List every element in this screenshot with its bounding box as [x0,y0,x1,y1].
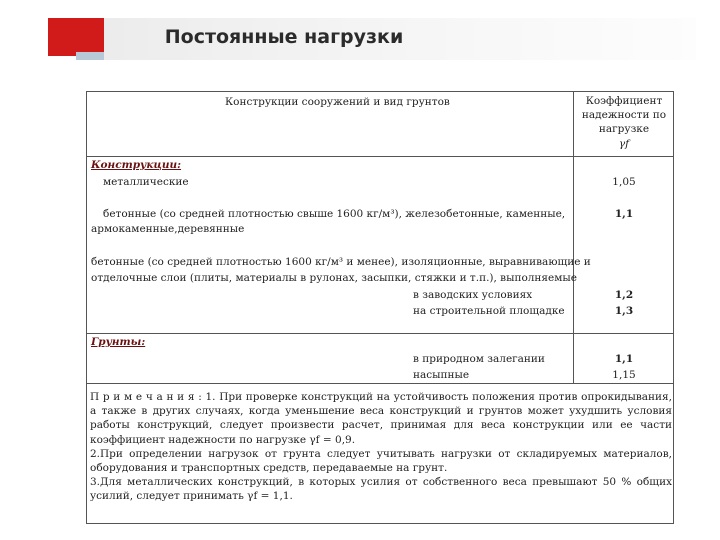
row-soil-natural-value: 1,1 [614,353,634,365]
row-concrete-value: 1,1 [614,208,634,220]
row-light-label-2: отделочные слои (плиты, материалы в рулонах, засыпки, стяжки и т.п.), выполняемые [91,272,578,284]
row-light-factory-label: в заводских условиях [413,289,533,301]
section-soils: Грунты: [91,336,146,348]
row-metal-label: металлические [103,176,189,188]
coefficient-symbol: γf [618,137,630,150]
page-title: Постоянные нагрузки [164,26,404,48]
row-light-site-label: на строительной площадке [413,305,565,317]
note-1: П р и м е ч а н и я : 1. При проверке конструкций на устойчивость положения против опрокидывания, а также в других случаях, когда уменьшение веса конструкций и грунтов может ухудшить условия работы конструкций, следует произвести расчет, принимая для веса конструкции или ее части коэффициент надежности по нагрузке γf = 0,9. [90,391,672,446]
row-soil-fill-label: насыпные [413,369,470,381]
row-soil-fill-value: 1,15 [612,369,636,381]
column-divider [573,92,574,383]
loads-table [86,91,674,524]
column-header-structures: Конструкции сооружений и вид грунтов [225,96,450,108]
note-2: 2.При определении нагрузок от грунта следует учитывать нагрузки от складируемых материалов, оборудования и транспортных средств, передаваемые на грунт. [90,447,672,474]
note-3: 3.Для металлических конструкций, в которых усилия от собственного веса превышают 50 % общих усилий, следует принимать γf = 1,1. [90,476,672,503]
header-accent-red [48,18,104,56]
row-light-label-1: бетонные (со средней плотностью 1600 кг/м³ и менее), изоляционные, выравнивающие и [91,256,591,268]
row-light-site-value: 1,3 [614,305,634,317]
section-structures: Конструкции: [91,159,182,171]
header-divider [87,156,673,157]
section-divider [87,333,673,334]
row-metal-value: 1,05 [612,176,636,188]
row-concrete-label-2: армокаменные,деревянные [91,223,245,235]
header-accent-blue [76,52,104,60]
column-header-coefficient [577,94,671,151]
row-concrete-label-1: бетонные (со средней плотностью свыше 1600 кг/м³), железобетонные, каменные, [103,208,566,220]
notes-divider [87,383,673,384]
table-notes [90,390,672,503]
row-soil-natural-label: в природном залегании [413,353,545,365]
row-light-factory-value: 1,2 [614,289,634,301]
coefficient-header-text: Коэффициент надежности по нагрузке [581,95,667,136]
